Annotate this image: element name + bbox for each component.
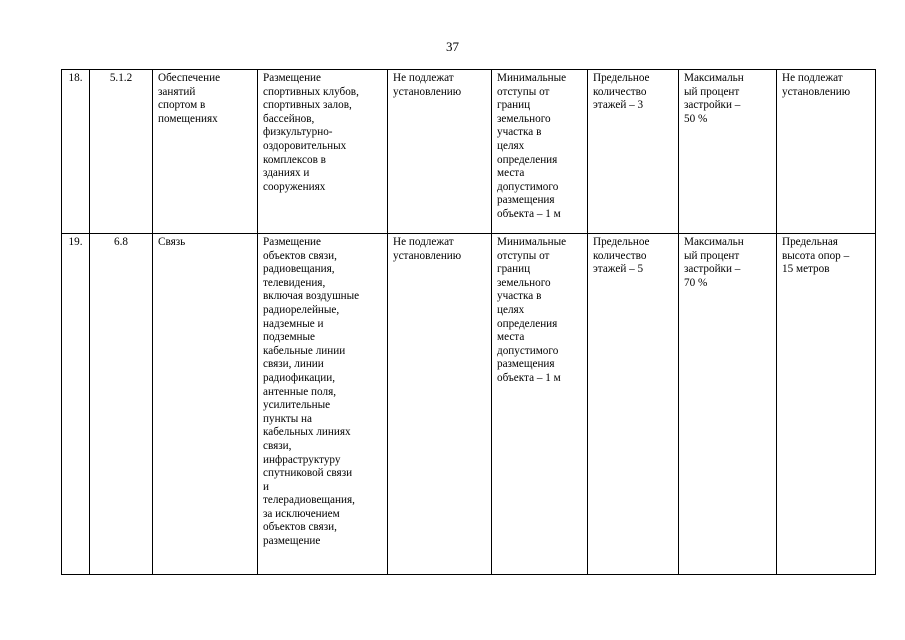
use-description: Размещение спортивных клубов, спортивных залов, бассейнов, физкультурно- оздоровительных комплексов в зданиях и сооружениях <box>258 70 388 234</box>
row-number: 19. <box>62 234 90 575</box>
area-limits: Не подлежат установлению <box>388 70 492 234</box>
floor-limit: Предельное количество этажей – 5 <box>588 234 679 575</box>
coverage-limit: Максимальн ый процент застройки – 70 % <box>679 234 777 575</box>
table-row <box>62 70 876 234</box>
row-number: 18. <box>62 70 90 234</box>
use-description: Размещение объектов связи, радиовещания, телевидения, включая воздушные радиорелейные, надземные и подземные кабельные линии связи, линии радиофикации, антенные поля, усилительные пункты на кабельных линиях связи, инфраструктуру спутниковой связи и телерадиовещания, за исключением объектов связи, размещение <box>258 234 388 575</box>
floor-limit: Предельное количество этажей – 3 <box>588 70 679 234</box>
setbacks: Минимальные отступы от границ земельного участка в целях определения места допустимого размещения объекта – 1 м <box>492 70 588 234</box>
coverage-limit: Максимальн ый процент застройки – 50 % <box>679 70 777 234</box>
use-name: Обеспечение занятий спортом в помещениях <box>153 70 258 234</box>
height-limit: Предельная высота опор – 15 метров <box>777 234 876 575</box>
page-number: 37 <box>446 39 459 54</box>
area-limits: Не подлежат установлению <box>388 234 492 575</box>
setbacks: Минимальные отступы от границ земельного участка в целях определения места допустимого размещения объекта – 1 м <box>492 234 588 575</box>
height-limit: Не подлежат установлению <box>777 70 876 234</box>
land-use-table <box>61 69 876 575</box>
use-code: 6.8 <box>90 234 153 575</box>
use-code: 5.1.2 <box>90 70 153 234</box>
use-name: Связь <box>153 234 258 575</box>
table-row <box>62 234 876 575</box>
